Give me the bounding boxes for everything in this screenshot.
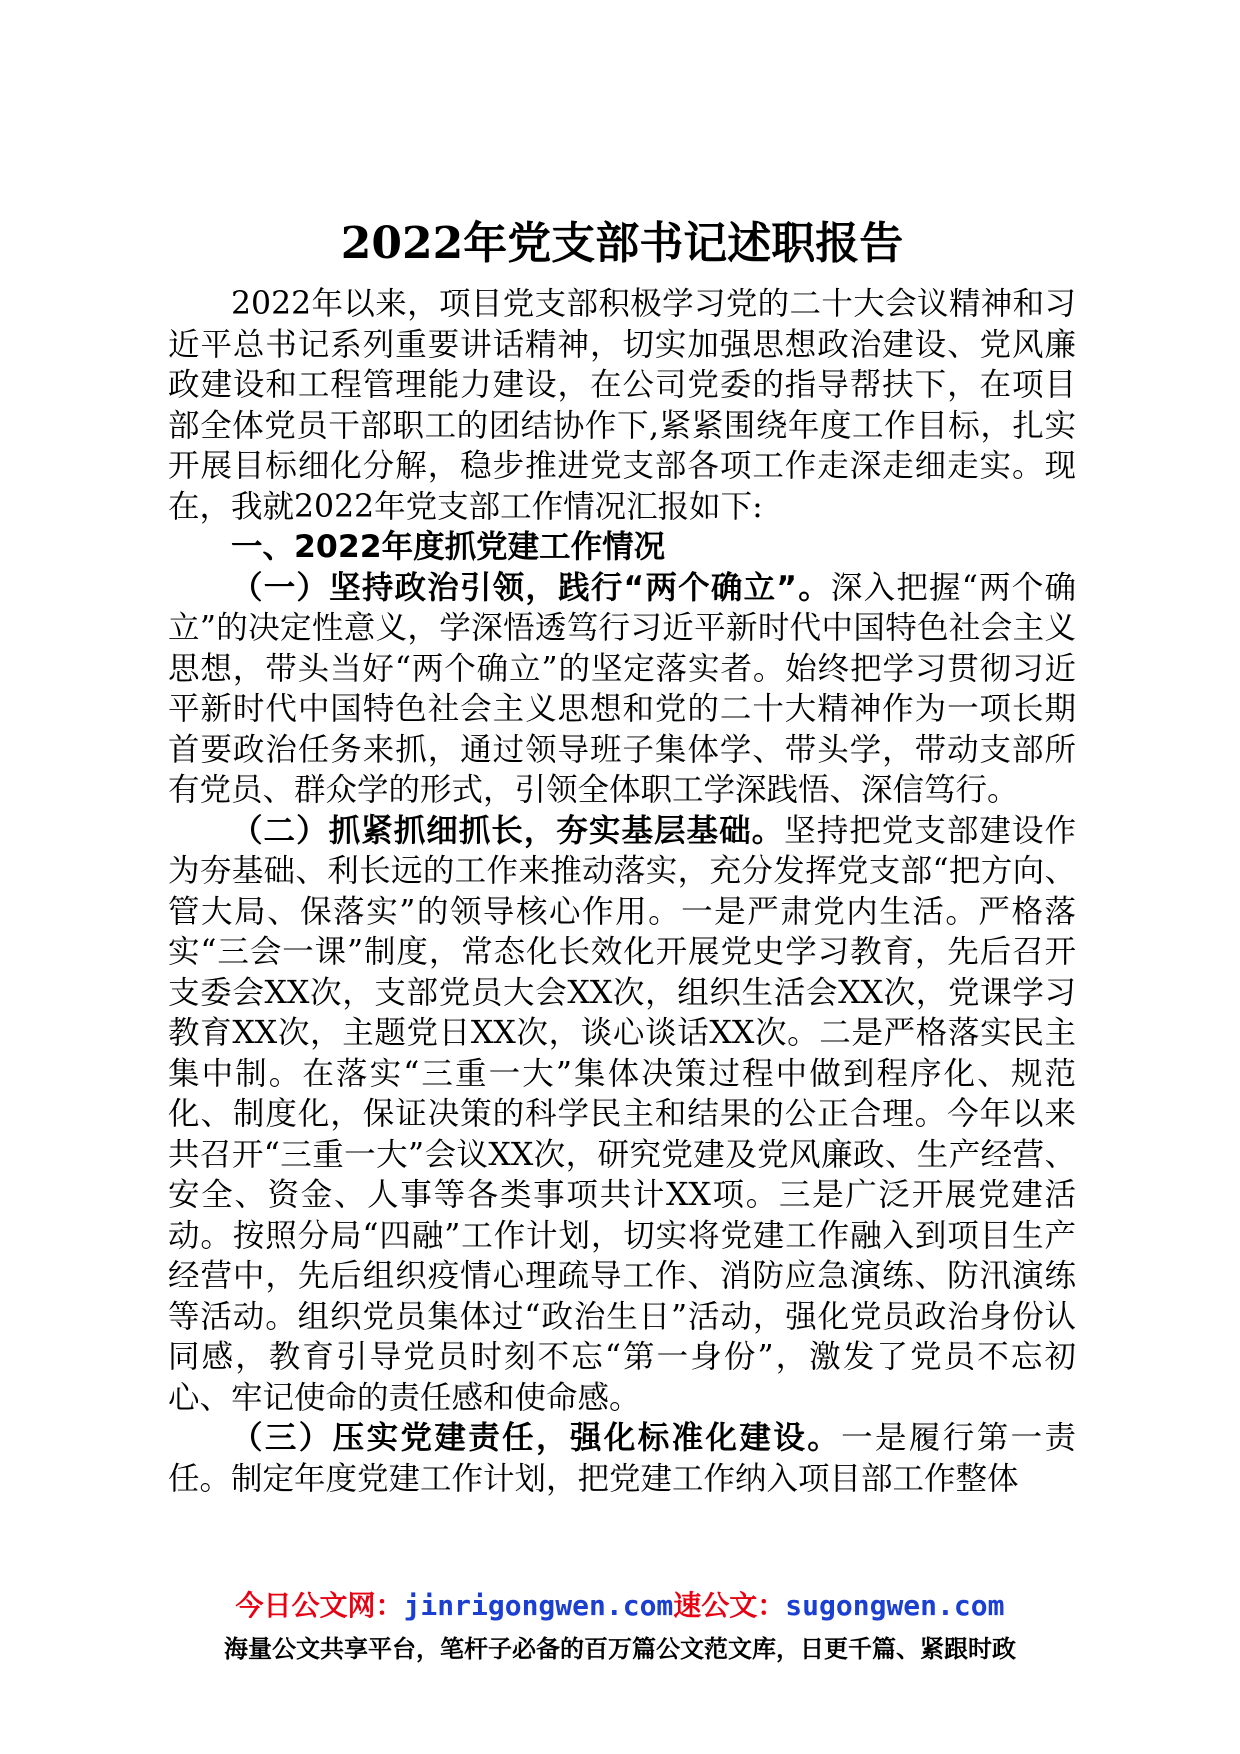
paragraph-2	[168, 811, 1076, 1419]
paragraph-1-body: 深入把握“两个确立”的决定性意义，学深悟透笃行习近平新时代中国特色社会主义思想，带头当好“两个确立”的坚定落实者。始终把学习贯彻习近平新时代中国特色社会主义思想和党的二十大精神作为一项长期首要政治任务来抓，通过领导班子集体学、带头学，带动支部所有党员、群众学的形式，引领全体职工学深践悟、深信笃行。	[168, 569, 1076, 808]
section-heading-1: 一、2022年度抓党建工作情况	[231, 529, 666, 565]
intro-paragraph: 2022年以来，项目党支部积极学习党的二十大会议精神和习近平总书记系列重要讲话精神，切实加强思想政治建设、党风廉政建设和工程管理能力建设，在公司党委的指导帮扶下，在项目部全体党员干部职工的团结协作下,紧紧围绕年度工作目标，扎实开展目标细化分解，稳步推进党支部各项工作走深走细走实。现在，我就2022年党支部工作情况汇报如下:	[168, 286, 1076, 525]
site2-link[interactable]: sugongwen.com	[785, 1589, 1005, 1622]
paragraph-2-body: 坚持把党支部建设作为夯基础、利长远的工作来推动落实，充分发挥党支部“把方向、管大局、保落实”的领导核心作用。一是严肃党内生活。严格落实“三会一课”制度，常态化长效化开展党史学习教育，先后召开支委会XX次，支部党员大会XX次，组织生活会XX次，党课学习教育XX次，主题党日XX次，谈心谈话XX次。二是严格落实民主集中制。在落实“三重一大”集体决策过程中做到程序化、规范化、制度化，保证决策的科学民主和结果的公正合理。今年以来共召开“三重一大”会议XX次，研究党建及党风廉政、生产经营、安全、资金、人事等各类事项共计XX项。三是广泛开展党建活动。按照分局“四融”工作计划，切实将党建工作融入到项目生产经营中，先后组织疫情心理疏导工作、消防应急演练、防汛演练等活动。组织党员集体过“政治生日”活动，强化党员政治身份认同感，教育引导党员时刻不忘“第一身份”，激发了党员不忘初心、牢记使命的责任感和使命感。	[168, 812, 1076, 1416]
paragraph-2-lead: （二）抓紧抓细抓长，夯实基层基础。	[231, 812, 785, 849]
site2-name: 速公文：	[673, 1589, 786, 1622]
paragraph-1	[168, 568, 1076, 811]
footer-banner	[0, 1586, 1240, 1668]
paragraph-3-body: 一是履行第一责任。制定年度党建工作计划，把党建工作纳入项目部工作整体	[168, 1420, 1076, 1497]
footer-tagline: 海量公文共享平台，笔杆子必备的百万篇公文范文库，日更千篇、紧跟时政	[224, 1635, 1016, 1663]
site1-link[interactable]: jinrigongwen.com	[403, 1589, 674, 1622]
paragraph-1-lead: （一）坚持政治引领，践行“两个确立”。	[231, 569, 831, 606]
site1-name: 今日公文网：	[235, 1589, 404, 1622]
paragraph-3-lead: （三）压实党建责任，强化标准化建设。	[231, 1420, 842, 1456]
footer-sites	[0, 1586, 1240, 1626]
document-title: 2022年党支部书记述职报告	[340, 218, 904, 269]
paragraph-3	[168, 1418, 1076, 1499]
document-body	[168, 218, 1076, 1499]
